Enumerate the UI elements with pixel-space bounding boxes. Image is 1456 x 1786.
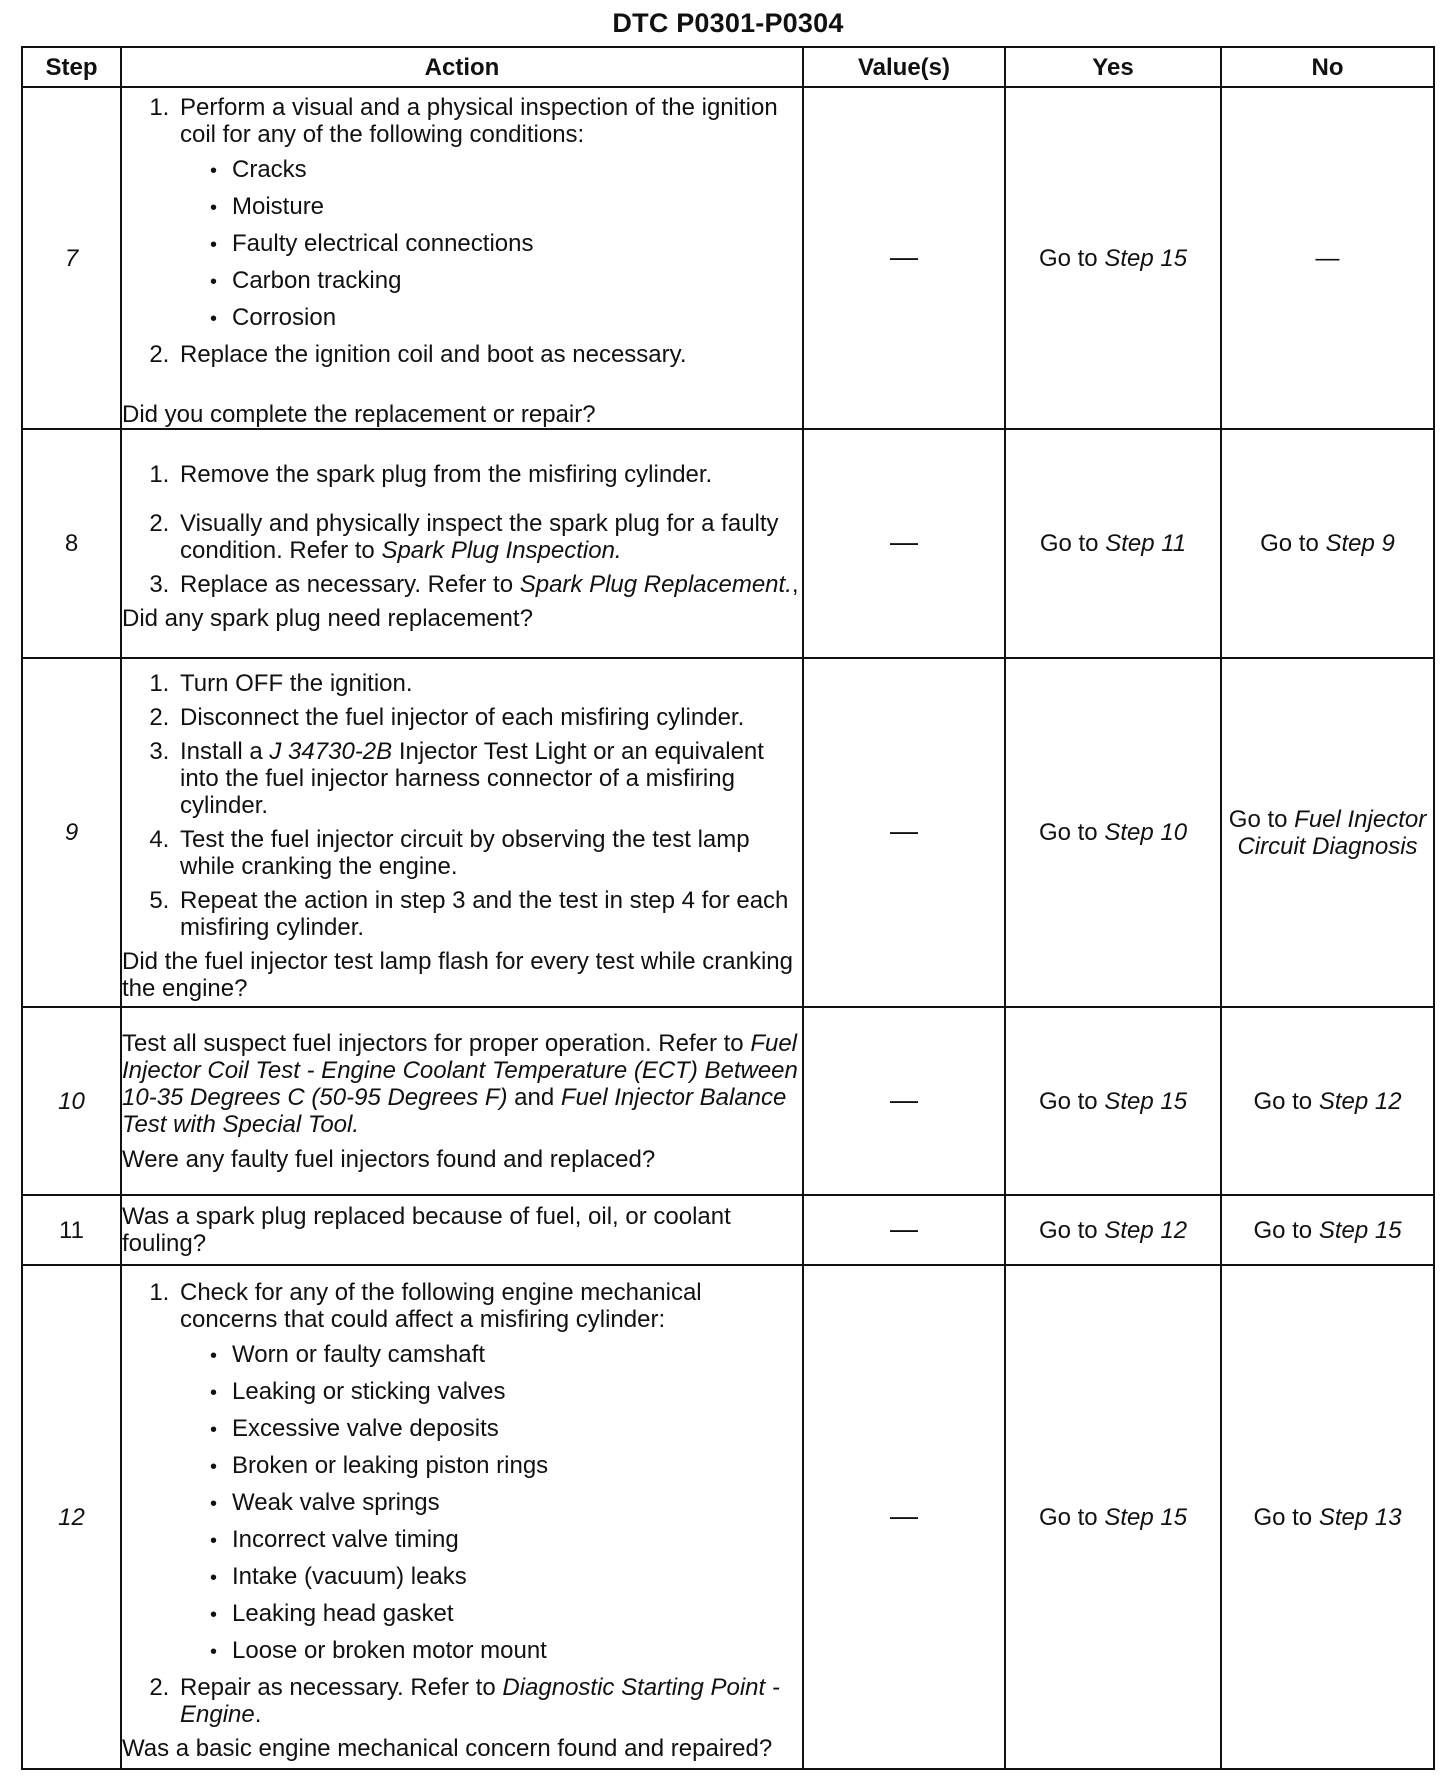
action-cell: [121, 1007, 803, 1195]
value-cell: —: [803, 1195, 1005, 1265]
table-row-step-10: [22, 1007, 1434, 1195]
value-cell: —: [803, 658, 1005, 1007]
action-cell: [121, 1265, 803, 1769]
list-item: 3. Replace as necessary. Refer to Spark Plug Replacement.,: [176, 571, 802, 598]
table-row-step-7: [22, 87, 1434, 429]
question-text: Did you complete the replacement or repair?: [122, 401, 596, 428]
question-text: Was a basic engine mechanical concern found and repaired?: [122, 1734, 773, 1762]
step-number: 9: [22, 658, 121, 1007]
no-cell: Go to Step 9: [1221, 429, 1434, 658]
header-yes: Yes: [1005, 47, 1221, 87]
step-number: 7: [22, 87, 121, 429]
header-step: Step: [22, 47, 121, 87]
question-text: Did any spark plug need replacement?: [122, 605, 533, 632]
action-cell: [121, 1195, 803, 1265]
table-row-step-12: [22, 1265, 1434, 1769]
yes-cell: Go to Step 15: [1005, 87, 1221, 429]
bullet-item: • Corrosion: [210, 304, 337, 331]
header-action: Action: [121, 47, 803, 87]
bullet-item: • Moisture: [210, 193, 325, 220]
yes-cell: Go to Step 10: [1005, 658, 1221, 1007]
header-values: Value(s): [803, 47, 1005, 87]
no-cell: Go to Fuel Injector Circuit Diagnosis: [1221, 658, 1434, 1007]
header-row: [22, 47, 1434, 87]
yes-cell: Go to Step 15: [1005, 1007, 1221, 1195]
list-item: 5. Repeat the action in step 3 and the test in step 4 for each misfiring cylinder.: [176, 887, 802, 941]
list-item: 2. Repair as necessary. Refer to Diagnostic Starting Point - Engine.: [176, 1674, 802, 1728]
yes-cell: Go to Step 11: [1005, 429, 1221, 658]
step-number: 10: [22, 1007, 121, 1195]
list-item: 1. Remove the spark plug from the misfiring cylinder.: [176, 461, 802, 488]
list-item: 1. Turn OFF the ignition.: [176, 670, 802, 697]
no-cell: Go to Step 12: [1221, 1007, 1434, 1195]
list-item: 3. Install a J 34730-2B Injector Test Light or an equivalent into the fuel injector harness connector of a misfiring cylinder.: [176, 738, 802, 819]
instruction-text: Check for any of the following engine mechanical concerns that could affect a misfiring cylinder:: [180, 1278, 702, 1333]
step-number: 8: [22, 429, 121, 658]
instruction-text: Test all suspect fuel injectors for proper operation. Refer to Fuel Injector Coil Test - Engine Coolant Temperature (ECT) Between 10-35 Degrees C (50-95 Degrees F) and Fuel Injector Balance Test with Special Tool.: [122, 1029, 798, 1138]
list-item: 2. Disconnect the fuel injector of each misfiring cylinder.: [176, 704, 802, 731]
table-row-step-9: [22, 658, 1434, 1007]
bullet-item: • Incorrect valve timing: [210, 1525, 459, 1553]
value-cell: —: [803, 1007, 1005, 1195]
bullet-item: • Excessive valve deposits: [210, 1414, 499, 1442]
question-text: Was a spark plug replaced because of fuel, oil, or coolant fouling?: [122, 1203, 731, 1257]
bullet-item: • Cracks: [210, 156, 307, 183]
question-text: Were any faulty fuel injectors found and replaced?: [122, 1145, 656, 1173]
step-number: 12: [22, 1265, 121, 1769]
instruction-text: Perform a visual and a physical inspection of the ignition coil for any of the following conditions:: [180, 94, 778, 148]
list-item: [176, 1279, 802, 1666]
bullet-item: • Carbon tracking: [210, 267, 402, 294]
value-cell: —: [803, 87, 1005, 429]
no-cell: Go to Step 15: [1221, 1195, 1434, 1265]
bullet-item: • Worn or faulty camshaft: [210, 1340, 485, 1368]
table-row-step-11: [22, 1195, 1434, 1265]
bullet-item: • Faulty electrical connections: [210, 230, 534, 257]
value-cell: —: [803, 429, 1005, 658]
bullet-item: • Leaking head gasket: [210, 1599, 454, 1627]
no-cell: Go to Step 13: [1221, 1265, 1434, 1769]
action-cell: [121, 87, 803, 429]
header-no: No: [1221, 47, 1434, 87]
yes-cell: Go to Step 12: [1005, 1195, 1221, 1265]
list-item: 2. Replace the ignition coil and boot as necessary.: [176, 341, 802, 368]
bullet-item: • Leaking or sticking valves: [210, 1377, 506, 1405]
bullet-item: • Loose or broken motor mount: [210, 1636, 547, 1664]
list-item: 4. Test the fuel injector circuit by observing the test lamp while cranking the engine.: [176, 826, 802, 880]
bullet-item: • Weak valve springs: [210, 1488, 440, 1516]
step-number: 11: [22, 1195, 121, 1265]
list-item: [176, 94, 802, 333]
list-item: 2. Visually and physically inspect the spark plug for a faulty condition. Refer to Spark Plug Inspection.: [176, 510, 802, 564]
question-text: Did the fuel injector test lamp flash for every test while cranking the engine?: [122, 947, 793, 1002]
dtc-table: [21, 46, 1435, 1770]
action-cell: [121, 658, 803, 1007]
bullet-item: • Broken or leaking piston rings: [210, 1451, 549, 1479]
yes-cell: Go to Step 15: [1005, 1265, 1221, 1769]
table-row-step-8: [22, 429, 1434, 658]
bullet-item: • Intake (vacuum) leaks: [210, 1562, 467, 1590]
no-cell: —: [1221, 87, 1434, 429]
value-cell: —: [803, 1265, 1005, 1769]
page-title: DTC P0301-P0304: [612, 8, 844, 38]
action-cell: [121, 429, 803, 658]
